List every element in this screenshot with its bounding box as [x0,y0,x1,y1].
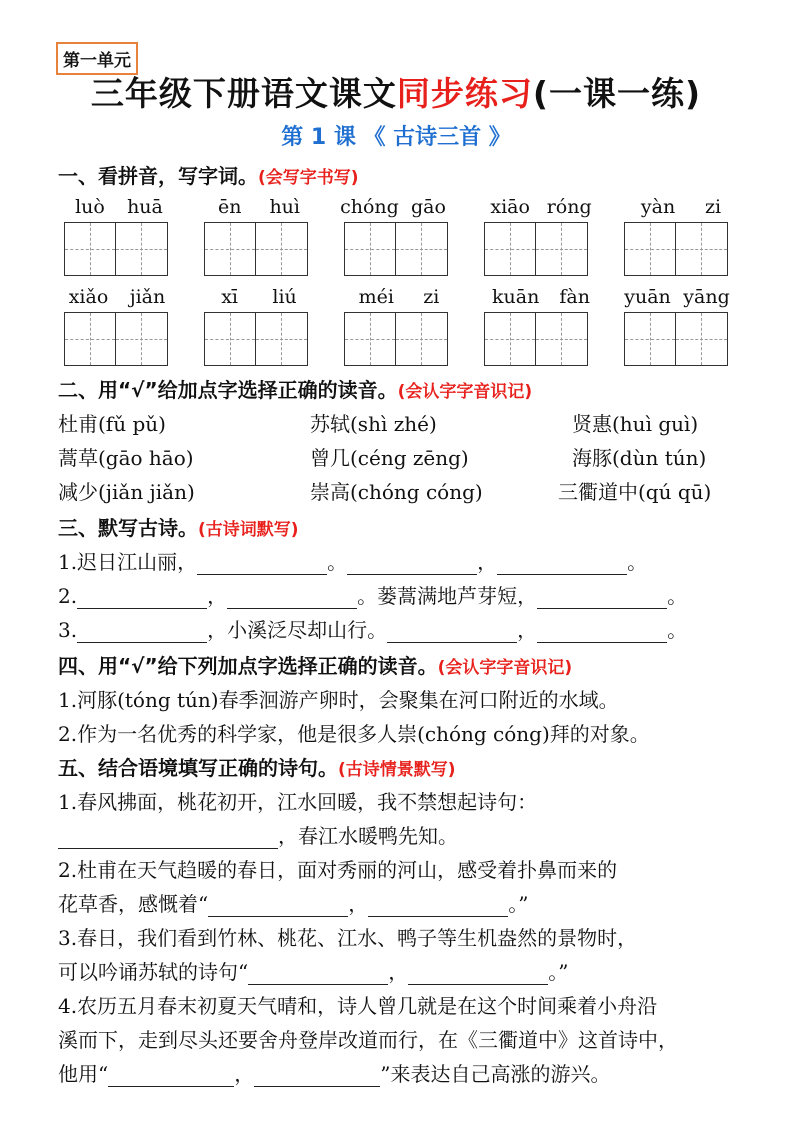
poem-text: 花草香，感慨着“ [58,892,209,916]
answer-blank[interactable] [227,588,357,609]
writing-box[interactable] [344,312,448,366]
pinyin: xiāo [490,196,530,218]
pinyin-group [204,196,314,218]
question-5-4-text-2: 溪而下，走到尽头还要舍舟登岸改道而行，在《三衢道中》这首诗中， [58,1028,678,1052]
section-1-heading [58,160,359,189]
pinyin: fàn [559,286,590,308]
question-5-4-answer [58,1058,610,1087]
reading-item[interactable]: 曾几(céng zēng) [310,446,469,470]
pinyin: xī [221,286,238,308]
punct: ， [207,584,228,608]
section-4-note: (会认字字音识记) [437,658,573,678]
unit-badge: 第一单元 [56,42,138,75]
question-5-4-text: 4.农历五月春末初夏天气晴和，诗人曾几就是在这个时间乘着小舟沿 [58,994,658,1018]
answer-blank[interactable] [537,622,667,643]
section-3-note: (古诗词默写) [198,520,299,540]
poem-text: ”来表达自己高涨的游兴。 [380,1062,611,1086]
question-5-2-answer [58,888,528,917]
punct: ， [517,618,538,642]
answer-blank[interactable] [248,964,388,985]
lesson-subtitle: 第 1 课 《 古诗三首 》 [281,125,511,150]
punct: 。” [508,892,529,916]
answer-blank[interactable] [208,896,348,917]
writing-box[interactable] [624,222,728,276]
pinyin: huì [269,196,300,218]
question-5-3-text: 3.春日，我们看到竹林、桃花、江水、鸭子等生机盎然的景物时， [58,926,638,950]
poem-text: 他用“ [58,1062,109,1086]
pinyin: zi [705,196,722,218]
reading-item[interactable]: 海豚(dùn tún) [572,446,707,470]
answer-blank[interactable] [197,554,327,575]
answer-blank[interactable] [368,896,508,917]
punct: 。 [627,550,648,574]
pinyin: liú [272,286,297,308]
writing-box[interactable] [344,222,448,276]
punct: ， [234,1062,255,1086]
answer-blank[interactable] [347,554,477,575]
poem-line-3 [58,614,687,643]
section-3-heading [58,512,299,541]
writing-box[interactable] [64,312,168,366]
reading-item[interactable]: 蒿草(gāo hāo) [58,446,194,470]
pinyin: luò [75,196,105,218]
answer-blank[interactable] [387,622,517,643]
reading-item[interactable]: 崇高(chóng cóng) [310,480,483,504]
pinyin: yāng [683,286,730,308]
pinyin: méi [358,286,394,308]
title-main: 三年级下册语文课文 [90,74,397,113]
section-5-heading [58,752,456,781]
answer-blank[interactable] [497,554,627,575]
pinyin: yàn [640,196,676,218]
section-5-title: 五、结合语境填写正确的诗句。 [58,756,338,780]
punct: 。 [327,550,348,574]
pinyin-group [334,196,452,218]
reading-item[interactable]: 减少(jiǎn jiǎn) [58,480,195,504]
section-2-note: (会认字字音识记) [397,382,533,402]
writing-box[interactable] [624,312,728,366]
pinyin: jiǎn [129,286,166,308]
answer-blank[interactable] [77,622,207,643]
answer-blank[interactable] [537,588,667,609]
punct: 。 [667,618,688,642]
question-5-1-text: 1.春风拂面，桃花初开，江水回暖，我不禁想起诗句： [58,790,538,814]
pinyin-group [204,286,314,308]
pinyin-group [618,286,736,308]
punct: ， [477,550,498,574]
pinyin-group [344,286,454,308]
pinyin: ēn [217,196,242,218]
poem-text: 。蒌蒿满地芦芽短， [357,584,538,608]
pinyin-group [482,286,600,308]
poem-text: ，春江水暖鸭先知。 [278,824,458,848]
poem-text: ，小溪泛尽却山行。 [207,618,388,642]
pinyin: zi [423,286,440,308]
writing-box[interactable] [484,222,588,276]
writing-box[interactable] [484,312,588,366]
pinyin-group [482,196,600,218]
reading-item[interactable]: 杜甫(fǔ pǔ) [58,412,166,436]
answer-blank[interactable] [254,1066,380,1087]
poem-line-1 [58,546,647,575]
punct: 。 [667,584,688,608]
question-5-1-answer [58,820,458,849]
writing-box[interactable] [64,222,168,276]
answer-blank[interactable] [58,828,278,849]
pinyin-group [64,196,174,218]
pinyin: róng [546,196,592,218]
pinyin: yuān [624,286,671,308]
section-2-heading [58,374,532,403]
section-2-title: 二、用“√”给加点字选择正确的读音。 [58,378,398,402]
pinyin: kuān [492,286,540,308]
pinyin-row-2 [58,286,758,310]
pinyin: huā [127,196,163,218]
reading-item[interactable]: 三衢道中(qú qū) [558,480,712,504]
reading-item[interactable]: 贤惠(huì guì) [572,412,699,436]
title-tail: (一课一练) [532,74,702,113]
pinyin-group [626,196,736,218]
writing-box[interactable] [204,222,308,276]
title-highlight: 同步练习 [396,74,533,113]
question-4-1: 1.河豚(tóng tún)春季洄游产卵时，会聚集在河口附近的水域。 [58,688,619,712]
poem-text: 2. [58,584,78,608]
question-5-2-text: 2.杜甫在天气趋暖的春日，面对秀丽的河山，感受着扑鼻而来的 [58,858,618,882]
section-5-note: (古诗情景默写) [338,760,456,780]
answer-blank[interactable] [108,1066,234,1087]
pinyin: gāo [410,196,446,218]
punct: ， [348,892,369,916]
reading-item[interactable]: 苏轼(shì zhé) [310,412,437,436]
section-1-note: (会写字书写) [258,168,359,188]
writing-box[interactable] [204,312,308,366]
poem-text: 3. [58,618,78,642]
pinyin: chóng [340,196,399,218]
pinyin: xiǎo [68,286,109,308]
punct: 。” [548,960,569,984]
answer-blank[interactable] [408,964,548,985]
poem-text: 1.迟日江山丽， [58,550,198,574]
pinyin-group [58,286,176,308]
punct: ， [388,960,409,984]
section-4-heading [58,650,572,679]
poem-text: 可以吟诵苏轼的诗句“ [58,960,249,984]
answer-blank[interactable] [77,588,207,609]
section-1-title: 一、看拼音，写字词。 [58,164,258,188]
question-5-3-answer [58,956,568,985]
page-title [0,68,792,115]
pinyin-row-1 [58,196,758,220]
section-4-title: 四、用“√”给下列加点字选择正确的读音。 [58,654,438,678]
section-3-title: 三、默写古诗。 [58,516,198,540]
poem-line-2 [58,580,687,609]
question-4-2: 2.作为一名优秀的科学家，他是很多人崇(chóng cóng)拜的对象。 [58,722,650,746]
